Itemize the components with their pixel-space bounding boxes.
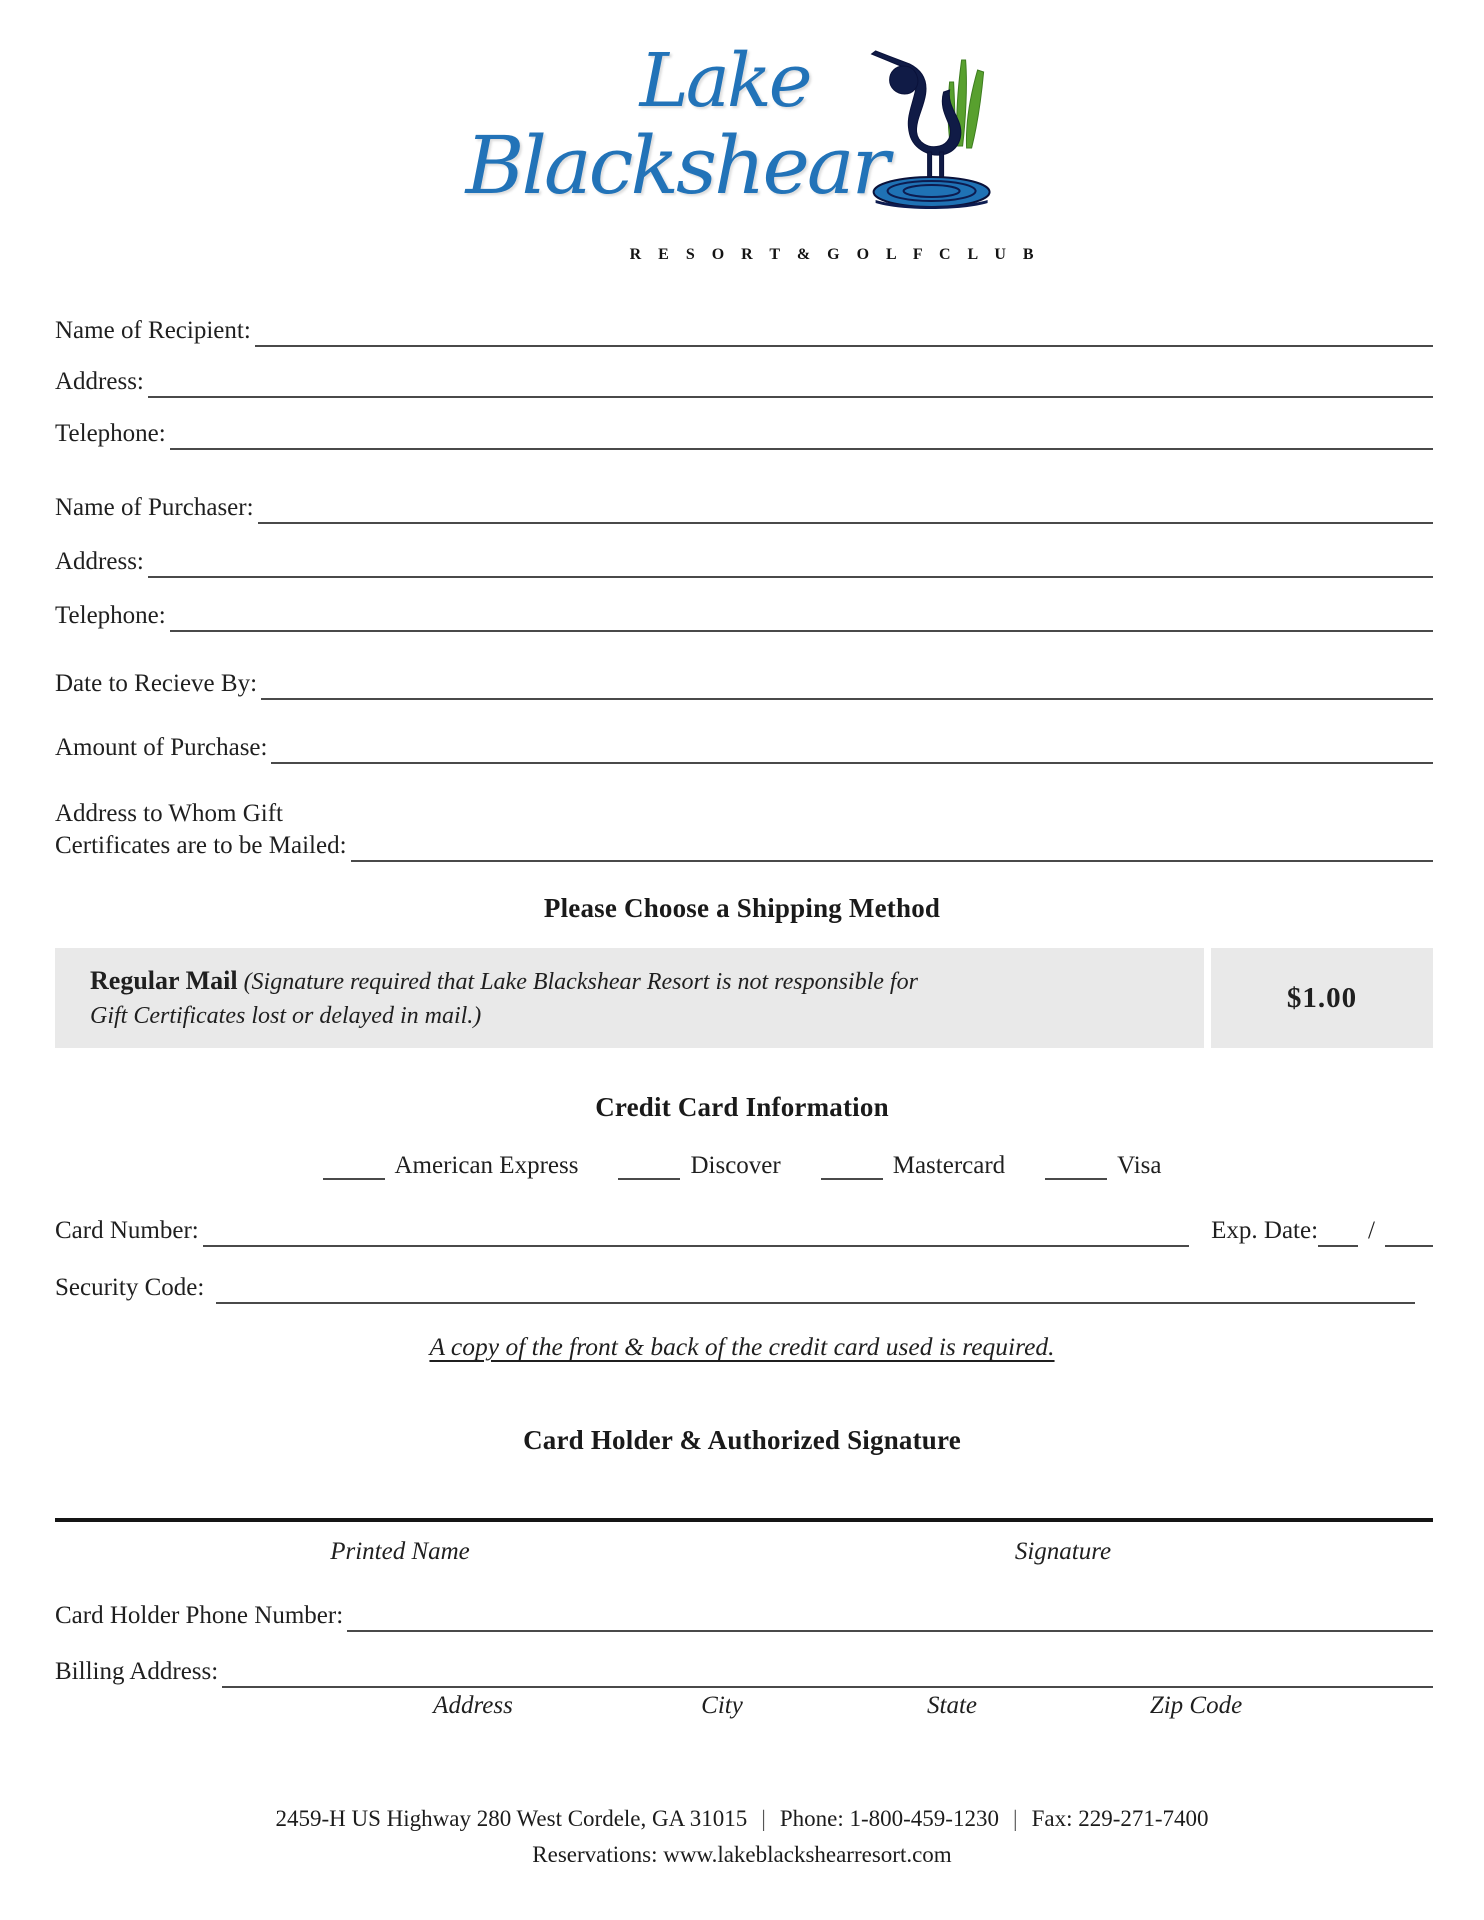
shipping-method-heading: Please Choose a Shipping Method	[543, 893, 941, 923]
mailing-address-field[interactable]	[351, 830, 1433, 862]
recipient-name-field[interactable]	[255, 315, 1433, 347]
shipping-price: $1.00	[1211, 948, 1433, 1048]
purchaser-telephone-row	[55, 600, 1433, 632]
card-brand-options	[0, 1152, 1484, 1180]
purchaser-address-field[interactable]	[148, 546, 1433, 578]
purchaser-name-row	[55, 492, 1433, 524]
receive-date-row	[55, 668, 1433, 700]
shipping-box-divider	[1204, 948, 1211, 1048]
recipient-name-label: Name of Recipient:	[55, 317, 251, 344]
recipient-telephone-row	[55, 418, 1433, 450]
brand-visa	[1045, 1152, 1161, 1180]
brand-american-express	[323, 1152, 579, 1180]
signature-heading: Card Holder & Authorized Signature	[523, 1425, 961, 1455]
purchase-amount-row	[55, 732, 1433, 764]
logo-word-lake: Lake	[639, 38, 810, 124]
brand-mastercard	[821, 1152, 1005, 1180]
shipping-method-name: Regular Mail	[90, 965, 238, 995]
recipient-address-row	[55, 366, 1433, 398]
mailing-address-row	[55, 798, 1433, 862]
amex-label: American Express	[394, 1152, 579, 1179]
footer-separator-1: |	[761, 1806, 766, 1831]
purchaser-telephone-field[interactable]	[170, 600, 1433, 632]
signature-line[interactable]	[55, 1518, 1433, 1522]
printed-name-label: Printed Name	[330, 1538, 470, 1565]
purchaser-address-label: Address:	[55, 548, 144, 575]
signature-label: Signature	[1014, 1538, 1112, 1565]
purchaser-address-row	[55, 546, 1433, 578]
purchaser-name-label: Name of Purchaser:	[55, 494, 254, 521]
cardholder-phone-field[interactable]	[347, 1600, 1433, 1632]
billing-sublabel-state: State	[927, 1692, 977, 1719]
billing-sublabel-zip: Zip Code	[1149, 1692, 1243, 1719]
exp-month-field[interactable]	[1318, 1219, 1358, 1247]
footer-address: 2459-H US Highway 280 West Cordele, GA 31015	[275, 1806, 748, 1831]
resort-logo	[465, 38, 1041, 273]
receive-date-label: Date to Recieve By:	[55, 670, 258, 697]
shipping-method-description	[55, 948, 1204, 1048]
mastercard-label: Mastercard	[892, 1152, 1006, 1179]
amex-checkbox-blank[interactable]	[323, 1152, 385, 1180]
mastercard-checkbox-blank[interactable]	[821, 1152, 883, 1180]
cardholder-phone-row	[55, 1600, 1433, 1632]
purchase-amount-field[interactable]	[271, 732, 1433, 764]
recipient-telephone-label: Telephone:	[55, 420, 166, 447]
shipping-method-note: (Signature required that Lake Blackshear Resort is not responsible for Gift Certificates lost or delayed in mail.)	[90, 968, 918, 1029]
purchase-amount-label: Amount of Purchase:	[55, 734, 268, 761]
purchaser-telephone-label: Telephone:	[55, 602, 166, 629]
footer-separator-2: |	[1012, 1806, 1018, 1831]
discover-label: Discover	[690, 1152, 781, 1179]
recipient-address-label: Address:	[55, 368, 144, 395]
discover-checkbox-blank[interactable]	[618, 1152, 680, 1180]
recipient-address-field[interactable]	[148, 366, 1433, 398]
mailing-address-label-line2: Certificates are to be Mailed:	[55, 832, 347, 859]
card-number-field[interactable]	[203, 1215, 1189, 1247]
credit-card-heading: Credit Card Information	[595, 1092, 889, 1122]
billing-address-label: Billing Address:	[55, 1658, 219, 1685]
billing-sublabel-city: City	[701, 1692, 743, 1719]
footer-phone: Phone: 1-800-459-1230	[779, 1806, 999, 1831]
visa-label: Visa	[1117, 1152, 1162, 1179]
footer-reservations-line: Reservations: www.lakeblackshearresort.com	[532, 1842, 952, 1867]
card-number-row	[55, 1215, 1433, 1247]
receive-date-field[interactable]	[261, 668, 1433, 700]
shipping-method-option[interactable]	[55, 948, 1433, 1048]
security-code-label: Security Code:	[55, 1274, 205, 1301]
recipient-name-row	[55, 315, 1433, 347]
exp-year-field[interactable]	[1385, 1219, 1433, 1247]
billing-address-field[interactable]	[222, 1656, 1433, 1688]
logo-subtitle: R E S O R T & G O L F C L U B	[629, 246, 1041, 263]
card-number-label: Card Number:	[55, 1217, 199, 1244]
purchaser-name-field[interactable]	[258, 492, 1433, 524]
mailing-address-label-line1: Address to Whom Gift	[55, 800, 283, 827]
exp-date-separator: /	[1368, 1217, 1375, 1244]
card-copy-note: A copy of the front & back of the credit card used is required.	[429, 1332, 1055, 1361]
security-code-row	[55, 1272, 1433, 1304]
visa-checkbox-blank[interactable]	[1045, 1152, 1107, 1180]
security-code-field[interactable]	[216, 1272, 1415, 1304]
recipient-telephone-field[interactable]	[170, 418, 1433, 450]
logo-word-blackshear: Blackshear	[465, 119, 887, 212]
exp-date-label: Exp. Date:	[1211, 1217, 1319, 1244]
footer-contact-line	[0, 1806, 1484, 1832]
cardholder-phone-label: Card Holder Phone Number:	[55, 1602, 344, 1629]
brand-discover	[618, 1152, 780, 1180]
footer-fax: Fax: 229-271-7400	[1031, 1806, 1209, 1831]
billing-sublabel-address: Address	[433, 1692, 513, 1719]
billing-address-row	[55, 1656, 1433, 1688]
